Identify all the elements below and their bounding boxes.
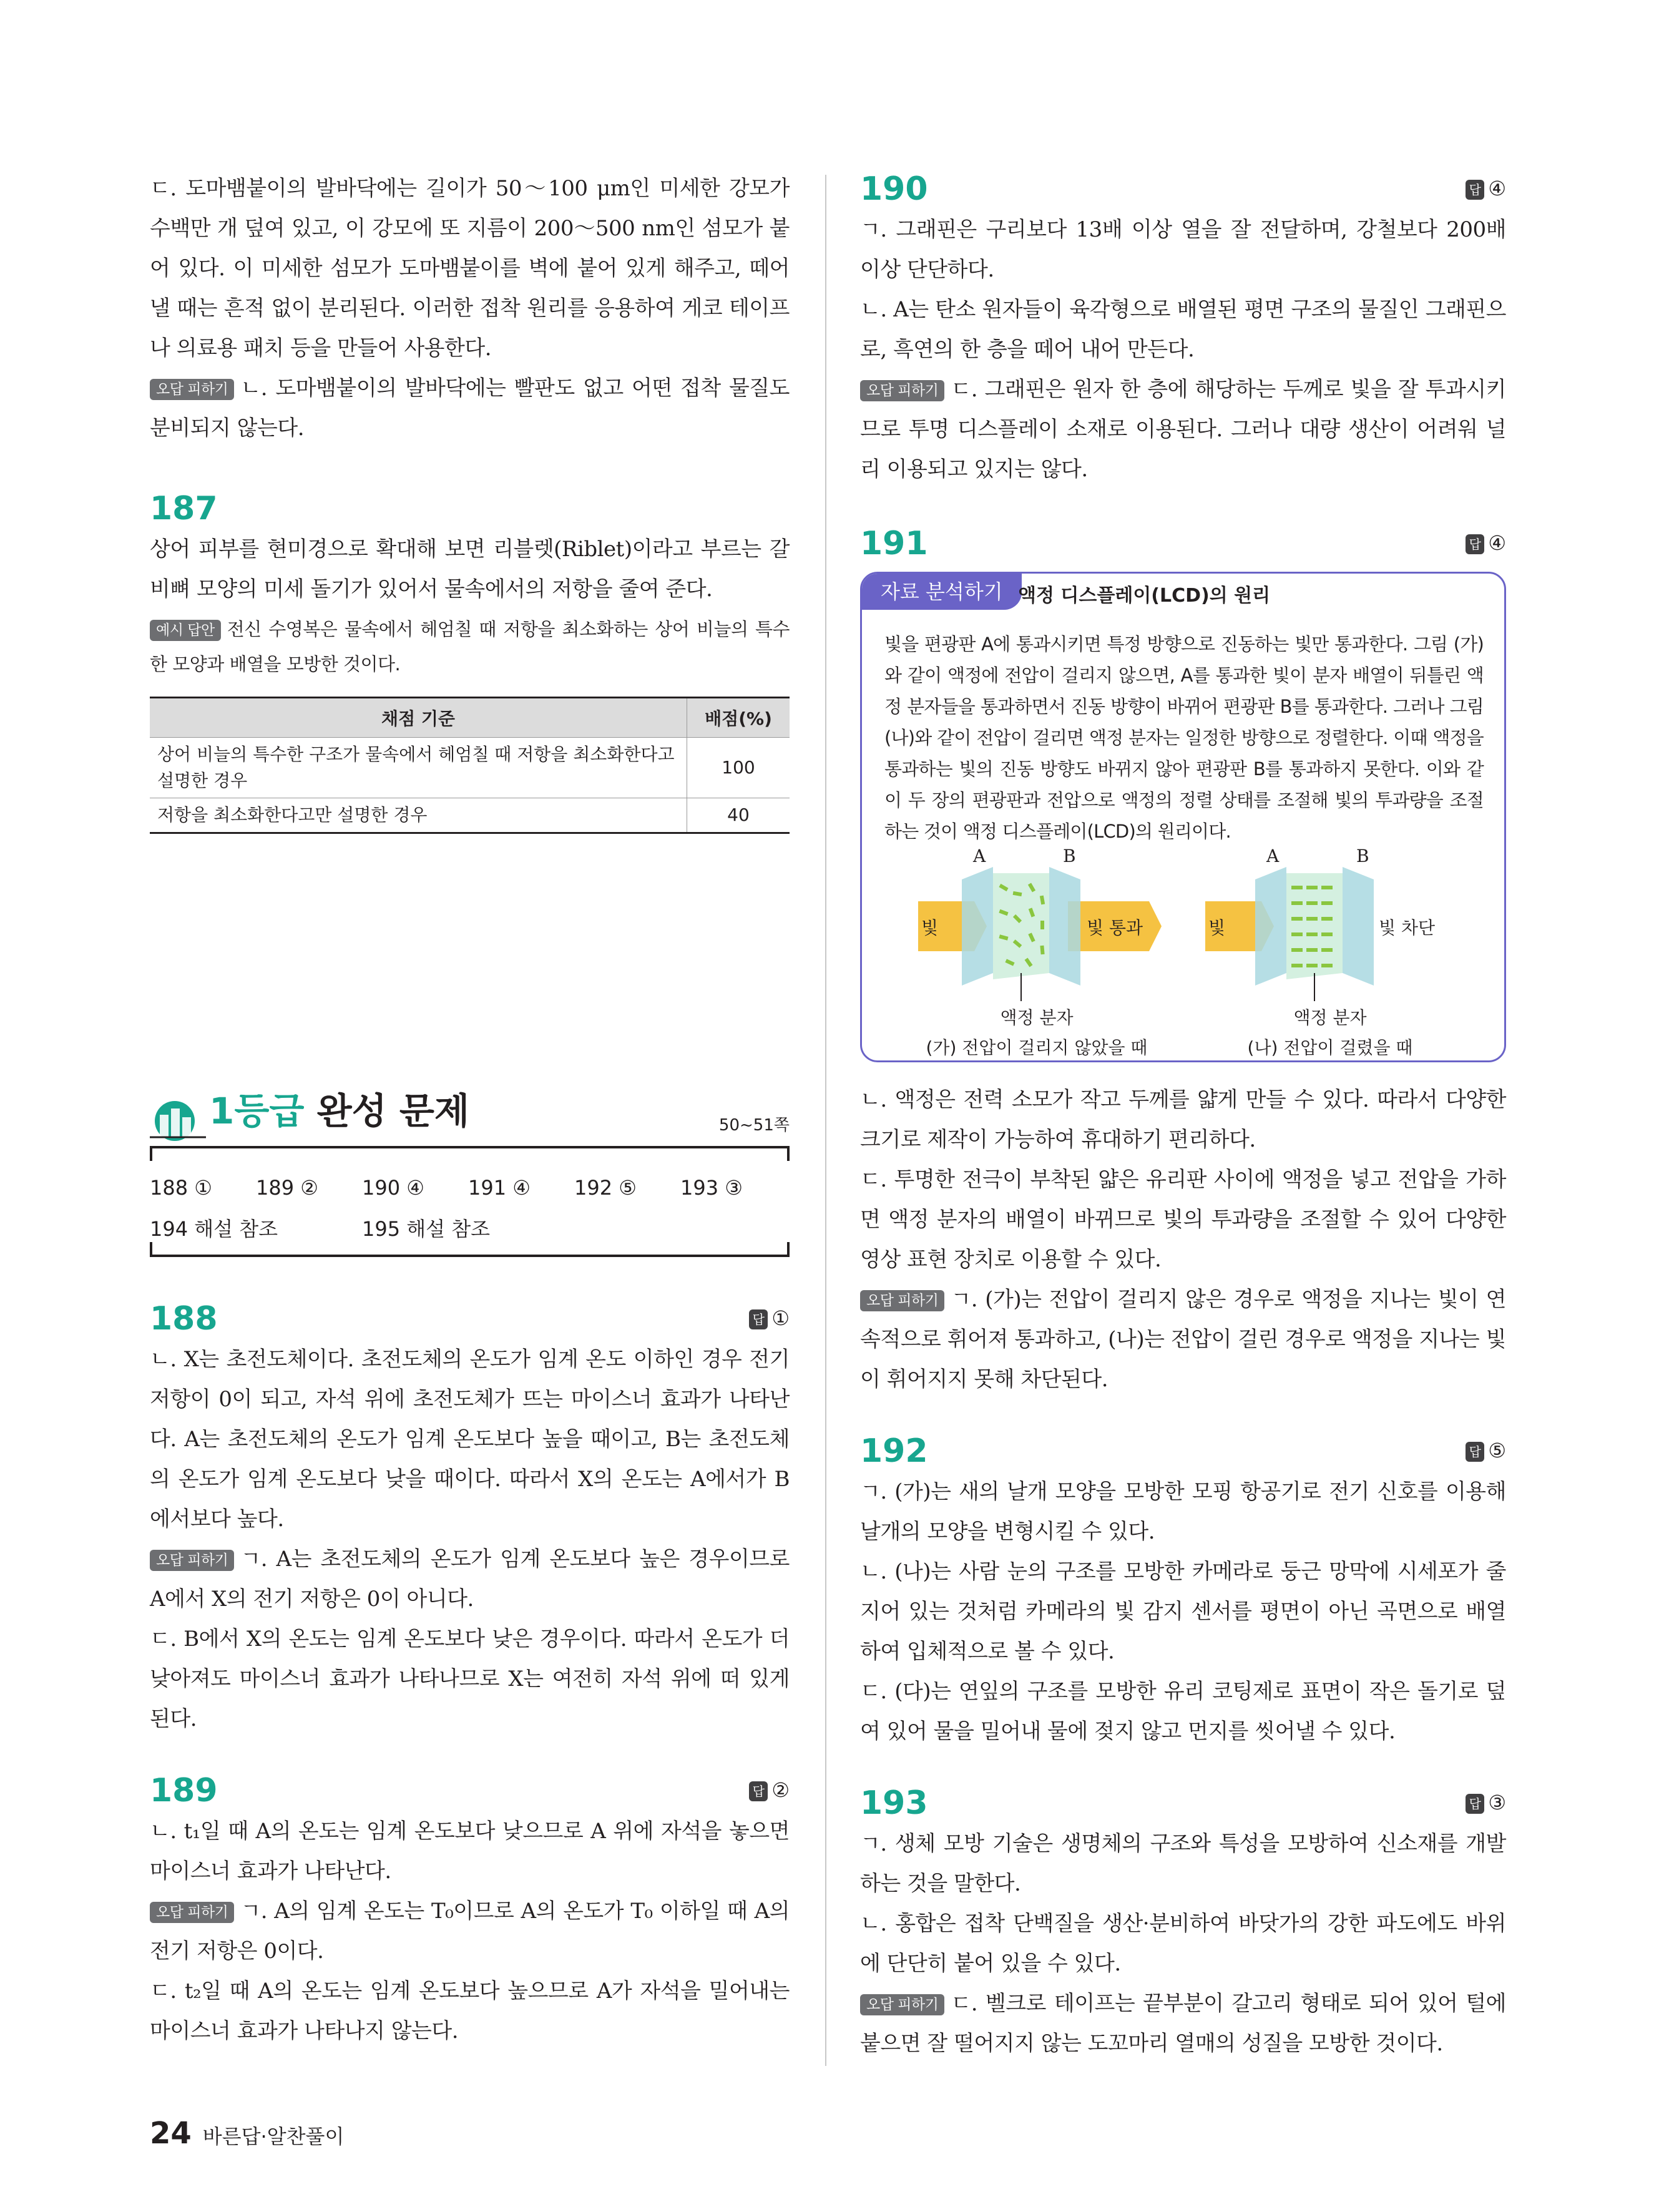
question-number: 188 <box>150 1300 218 1338</box>
section-name <box>209 1086 469 1136</box>
answer-item: 193 ③ <box>680 1176 743 1200</box>
light-block-label: 빛 차단 <box>1379 918 1436 938</box>
q186-wrong-text: ㄴ. 도마뱀붙이의 발바닥에는 빨판도 없고 어떤 접착 물질도 분비되지 않는다. <box>150 376 790 441</box>
info-tag: 자료 분석하기 <box>862 574 1022 610</box>
scoring-table <box>150 697 790 834</box>
table-row <box>150 798 790 833</box>
q187-header <box>150 488 790 529</box>
answer-icon: 답 <box>1466 1794 1484 1814</box>
q189-explanation-3: ㄷ. t₂일 때 A의 온도는 임계 온도보다 높으므로 A가 자석을 밀어내는 마이스너 효과가 나타나지 않는다. <box>150 1979 790 2043</box>
wrong-tag: 오답 피하기 <box>150 1902 234 1923</box>
data-analysis-box <box>860 572 1506 1062</box>
page-number: 24 <box>150 2116 192 2151</box>
page-range: 50~51쪽 <box>718 1116 790 1135</box>
answer-item: 195 해설 참조 <box>362 1217 491 1241</box>
q189-explanation: ㄴ. t₁일 때 A의 온도는 임계 온도보다 낮으므로 A 위에 자석을 놓으면 마이스너 효과가 나타난다. <box>150 1819 790 1884</box>
table-header: 채점 기준 <box>150 698 687 738</box>
figure-caption: (가) 전압이 걸리지 않았을 때 <box>926 1037 1148 1058</box>
left-column <box>150 169 790 834</box>
lcd-figure-on <box>1199 848 1461 1058</box>
answer-item: 189 ② <box>256 1176 318 1200</box>
table-cell: 100 <box>687 738 790 798</box>
q191-wrong-note <box>860 1280 1506 1399</box>
info-header <box>862 574 1504 614</box>
q189-wrong-text: ㄱ. A의 임계 온도는 T₀이므로 A의 온도가 T₀ 이하일 때 A의 전기 저항은 0이다. <box>150 1899 790 1964</box>
answer-icon: 답 <box>749 1781 768 1801</box>
page-label: 바른답·알찬풀이 <box>202 2125 345 2148</box>
answer-value: ④ <box>1488 177 1506 200</box>
column-divider <box>825 175 826 2066</box>
q191-explanation-2: ㄷ. 투명한 전극이 부착된 얇은 유리판 사이에 액정을 넣고 전압을 가하면 액정 분자의 배열이 바뀌므로 빛의 투과량을 조절할 수 있어 다양한 영상 표현 장치로 이용할 수 있다. <box>860 1167 1506 1272</box>
q187-example <box>150 612 790 682</box>
answer-item: 191 ④ <box>468 1176 531 1200</box>
q190-header <box>860 169 1506 210</box>
q186-wrong-note <box>150 368 790 448</box>
question-number: 187 <box>150 490 218 527</box>
q192-explanation-1: ㄱ. (가)는 새의 날개 모양을 모방한 모핑 항공기로 전기 신호를 이용해 날개의 모양을 변형시킬 수 있다. <box>860 1479 1506 1544</box>
answer-marker <box>1466 531 1506 555</box>
section-title <box>150 1080 790 1142</box>
answer-key-box <box>150 1146 790 1257</box>
lcd-figure-off <box>906 848 1168 1058</box>
lcd-diagram-off <box>906 848 1168 1004</box>
q192-explanation-2: ㄴ. (나)는 사람 눈의 구조를 모방한 카메라로 둥근 망막에 시세포가 줄지어 있는 것처럼 카메라의 빛 감지 센서를 평면이 아닌 곡면으로 배열하여 입체적으로 볼 수 있다. <box>860 1559 1506 1664</box>
table-cell: 상어 비늘의 특수한 구조가 물속에서 헤엄칠 때 저항을 최소화한다고 설명한 경우 <box>150 738 687 798</box>
q193-wrong-text: ㄷ. 벨크로 테이프는 끝부분이 갈고리 형태로 되어 있어 털에 붙으면 잘 떨어지지 않는 도꼬마리 열매의 성질을 모방한 것이다. <box>860 1991 1506 2056</box>
left-column-lower <box>150 1298 790 2051</box>
q189-header <box>150 1770 790 1811</box>
answer-marker <box>1466 176 1506 201</box>
answer-icon: 답 <box>1466 180 1484 200</box>
polarizer-a-label: A <box>973 848 986 866</box>
q192-explanation-3: ㄷ. (다)는 연잎의 구조를 모방한 유리 코팅제로 표면이 작은 돌기로 덮여 있어 물을 밀어내 물에 젖지 않고 먼지를 씻어낼 수 있다. <box>860 1679 1506 1744</box>
molecule-label: 액정 분자 <box>1000 1007 1074 1028</box>
q190-explanation-2: ㄴ. A는 탄소 원자들이 육각형으로 배열된 평면 구조의 물질인 그래핀으로, 흑연의 한 층을 떼어 내어 만든다. <box>860 297 1506 362</box>
answer-item: 194 해설 참조 <box>150 1217 278 1241</box>
question-number: 190 <box>860 170 928 208</box>
wrong-tag: 오답 피하기 <box>860 380 944 401</box>
q191-wrong-text: ㄱ. (가)는 전압이 걸리지 않은 경우로 액정을 지나는 빛이 연속적으로 휘어져 통과하고, (나)는 전압이 걸린 경우로 액정을 지나는 빛이 휘어지지 못해 차단된다. <box>860 1287 1506 1392</box>
q188-header <box>150 1298 790 1339</box>
q188-wrong-text: ㄱ. A는 초전도체의 온도가 임계 온도보다 높은 경우이므로 A에서 X의 전기 저항은 0이 아니다. <box>150 1547 790 1612</box>
answer-icon: 답 <box>1466 1442 1484 1462</box>
question-number: 193 <box>860 1784 928 1822</box>
q188-explanation: ㄴ. X는 초전도체이다. 초전도체의 온도가 임계 온도 이하인 경우 전기 저항이 0이 되고, 자석 위에 초전도체가 뜨는 마이스너 효과가 나타난다. A는 초전도체의 온도가 임계 온도보다 높을 때이고, B는 초전도체의 온도가 임계 온도보다 낮을 때이다. 따라서 X의 온도는 A에서가 B에서보다 높다. <box>150 1347 790 1532</box>
molecule-label: 액정 분자 <box>1293 1007 1367 1028</box>
q193-explanation-1: ㄱ. 생체 모방 기술은 생명체의 구조와 특성을 모방하여 신소재를 개발하는 것을 말한다. <box>860 1831 1506 1896</box>
answer-item: 192 ⑤ <box>574 1176 637 1200</box>
answer-value: ④ <box>1488 531 1506 555</box>
wrong-tag: 오답 피하기 <box>150 1550 234 1571</box>
answer-value: ② <box>771 1778 790 1802</box>
q191-explanation-1: ㄴ. 액정은 전력 소모가 작고 두께를 얇게 만들 수 있다. 따라서 다양한 크기로 제작이 가능하여 휴대하기 편리하다. <box>860 1087 1506 1152</box>
figure-caption: (나) 전압이 걸렸을 때 <box>1247 1037 1413 1058</box>
question-number: 189 <box>150 1772 218 1809</box>
info-title: 액정 디스플레이(LCD)의 원리 <box>1018 585 1271 607</box>
section-answers <box>150 1080 790 1257</box>
q189-wrong-note <box>150 1891 790 1971</box>
question-number: 191 <box>860 525 928 562</box>
q187-text: 상어 피부를 현미경으로 확대해 보면 리블렛(Riblet)이라고 부르는 갈비뼈 모양의 미세 돌기가 있어서 물속에서의 저항을 줄여 준다. <box>150 537 790 602</box>
q191-header <box>860 523 1506 564</box>
wrong-tag: 오답 피하기 <box>150 379 234 400</box>
right-column <box>860 169 1506 2063</box>
table-cell: 저항을 최소화한다고만 설명한 경우 <box>150 798 687 833</box>
building-icon <box>150 1092 206 1142</box>
lcd-diagram-on <box>1199 848 1461 1004</box>
light-pass-label: 빛 통과 <box>1087 918 1143 938</box>
polarizer-a-label: A <box>1266 848 1280 866</box>
answer-icon: 답 <box>749 1309 768 1329</box>
table-header-row <box>150 698 790 738</box>
example-tag: 예시 답안 <box>150 620 221 641</box>
answer-item: 188 ① <box>150 1176 212 1200</box>
info-body: 빛을 편광판 A에 통과시키면 특정 방향으로 진동하는 빛만 통과한다. 그림 (가)와 같이 액정에 전압이 걸리지 않으면, A를 통과한 빛이 분자 배열이 뒤틀린 액정 분자들을 통과하면서 진동 방향이 바뀌어 편광판 B를 통과한다. 그러나 그림 (나)와 같이 전압이 걸리면 액정 분자는 일정한 방향으로 정렬한다. 이때 액정을 통과하는 빛의 진동 방향도 바뀌지 않아 편광판 B를 통과하지 못한다. 이와 같이 두 장의 편광판과 전압으로 액정의 정렬 상태를 조절해 빛의 투과량을 조절하는 것이 액정 디스플레이(LCD)의 원리이다. <box>884 634 1484 842</box>
table-header: 배점(%) <box>687 698 790 738</box>
question-number: 192 <box>860 1432 928 1470</box>
q193-explanation-2: ㄴ. 홍합은 접착 단백질을 생산·분비하여 바닷가의 강한 파도에도 바위에 단단히 붙어 있을 수 있다. <box>860 1911 1506 1976</box>
grade-label: 1등급 <box>209 1090 305 1132</box>
answer-value: ① <box>771 1306 790 1330</box>
answer-marker <box>1466 1790 1506 1815</box>
light-in-label: 빛 <box>921 918 939 938</box>
table-cell: 40 <box>687 798 790 833</box>
section-title-text: 완성 문제 <box>316 1090 469 1132</box>
wrong-tag: 오답 피하기 <box>860 1994 944 2015</box>
q188-wrong-note <box>150 1539 790 1619</box>
answer-icon: 답 <box>1466 534 1484 554</box>
answer-marker <box>1466 1438 1506 1463</box>
q193-header <box>860 1783 1506 1824</box>
q187-example-text: 전신 수영복은 물속에서 헤엄칠 때 저항을 최소화하는 상어 비늘의 특수한 모양과 배열을 모방한 것이다. <box>150 619 790 675</box>
polarizer-b-label: B <box>1356 848 1369 866</box>
answer-marker <box>749 1306 790 1331</box>
q190-wrong-text: ㄷ. 그래핀은 원자 한 층에 해당하는 두께로 빛을 잘 투과시키므로 투명 디스플레이 소재로 이용된다. 그러나 대량 생산이 어려워 널리 이용되고 있지는 않다. <box>860 377 1506 482</box>
q193-wrong-note <box>860 1984 1506 2063</box>
q190-explanation-1: ㄱ. 그래핀은 구리보다 13배 이상 열을 잘 전달하며, 강철보다 200배 이상 단단하다. <box>860 217 1506 282</box>
page-footer <box>150 2116 344 2151</box>
q192-header <box>860 1431 1506 1472</box>
wrong-tag: 오답 피하기 <box>860 1290 944 1311</box>
polarizer-b-label: B <box>1063 848 1076 866</box>
answer-value: ③ <box>1488 1791 1506 1814</box>
answer-value: ⑤ <box>1488 1439 1506 1462</box>
answer-marker <box>749 1778 790 1803</box>
q188-explanation-3: ㄷ. B에서 X의 온도는 임계 온도보다 낮은 경우이다. 따라서 온도가 더 낮아져도 마이스너 효과가 나타나므로 X는 여전히 자석 위에 떠 있게 된다. <box>150 1627 790 1731</box>
answer-item: 190 ④ <box>362 1176 424 1200</box>
q186-explanation: ㄷ. 도마뱀붙이의 발바닥에는 길이가 50～100 μm인 미세한 강모가 수백만 개 덮여 있고, 이 강모에 또 지름이 200～500 nm인 섬모가 붙어 있다. 이 미세한 섬모가 도마뱀붙이를 벽에 붙어 있게 해주고, 떼어 낼 때는 흔적 없이 분리된다. 이러한 접착 원리를 응용하여 게코 테이프나 의료용 패치 등을 만들어 사용한다. <box>150 176 790 361</box>
table-row <box>150 738 790 798</box>
q190-wrong-note <box>860 369 1506 489</box>
light-in-label: 빛 <box>1208 918 1226 938</box>
